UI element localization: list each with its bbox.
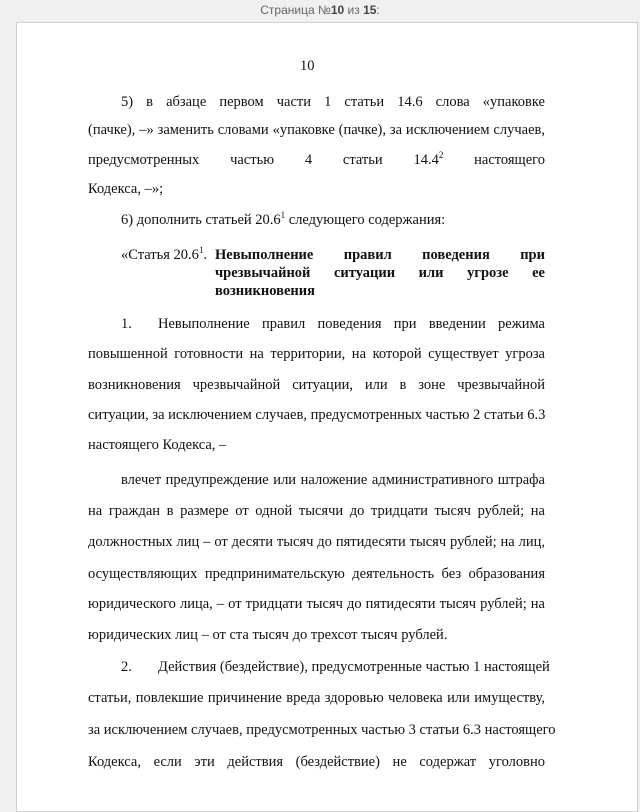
item5-line3-word: предусмотренных	[88, 152, 200, 168]
page-current-number: 10	[330, 3, 345, 17]
part2-line1: Действия (бездействие), предусмотренные частью 1 настоящей	[158, 659, 550, 675]
part1-line1: Невыполнение правил поведения при введении режима	[158, 316, 545, 332]
page-label-suffix: :	[376, 3, 380, 17]
item5-line3	[88, 152, 545, 169]
page-total-number: 15	[363, 3, 377, 17]
page-label-prefix: Страница №	[260, 3, 331, 17]
part1-line2: повышенной готовности на территории, на которой существует угроза	[88, 346, 545, 362]
part1-line4: ситуации, за исключением случаев, предусмотренных частью 2 статьи 6.3	[88, 407, 546, 423]
item6-line1: 6) дополнить статьей 20.6$^1$ следующего содержания:	[121, 210, 446, 228]
sanction-line6: юридических лиц – от ста тысяч до трехсот тысяч рублей.	[88, 627, 448, 643]
sanction-line3: должностных лиц – от десяти тысяч до пятидесяти тысяч рублей; на лиц,	[88, 534, 545, 550]
part1-line5: настоящего Кодекса, –	[88, 437, 227, 453]
item5-line3-word: 14.4$^2$	[413, 150, 444, 168]
item5-line3-word: частью	[230, 152, 275, 168]
item5-line4: Кодекса, –»;	[88, 181, 164, 197]
superscript: 1	[198, 245, 204, 256]
part2-line2: статьи, повлекшие причинение вреда здоровью человека или имуществу,	[88, 690, 545, 706]
superscript: 2	[438, 150, 444, 161]
sanction-line1: влечет предупреждение или наложение административного штрафа	[121, 472, 545, 488]
sanction-line4: осуществляющих предпринимательскую деятельность без образования	[88, 566, 545, 582]
article-title-line2: чрезвычайной ситуации или угрозе ее	[215, 265, 545, 281]
page-of-text: из	[344, 3, 364, 17]
article-title-line1: Невыполнение правил поведения при	[215, 247, 545, 263]
part2-line3: за исключением случаев, предусмотренных частью 3 статьи 6.3 настоящего	[88, 722, 556, 738]
part1-line3: возникновения чрезвычайной ситуации, или в зоне чрезвычайной	[88, 377, 545, 393]
item5-line3-word: 4	[304, 152, 313, 168]
item5-line2: (пачке), –» заменить словами «упаковке (пачке), за исключением случаев,	[88, 122, 545, 138]
item5-line3-word: настоящего	[474, 152, 545, 168]
item5-line3-word: статьи	[342, 152, 383, 168]
superscript: 1	[280, 210, 286, 221]
part2-number: 2.	[121, 659, 132, 675]
item5-line1: 5) в абзаце первом части 1 статьи 14.6 слова «упаковке	[121, 94, 545, 110]
part2-line4: Кодекса, если эти действия (бездействие) не содержат уголовно	[88, 754, 545, 770]
article-title-line3: возникновения	[215, 283, 315, 299]
document-page-number: 10	[300, 58, 315, 74]
article-label: «Статья 20.6$^1$.	[121, 245, 208, 263]
part1-number: 1.	[121, 316, 132, 332]
sanction-line2: на граждан в размере от одной тысячи до тридцати тысяч рублей; на	[88, 503, 545, 519]
sanction-line5: юридического лица, – от тридцати тысяч до пятидесяти тысяч рублей; на	[88, 596, 545, 612]
